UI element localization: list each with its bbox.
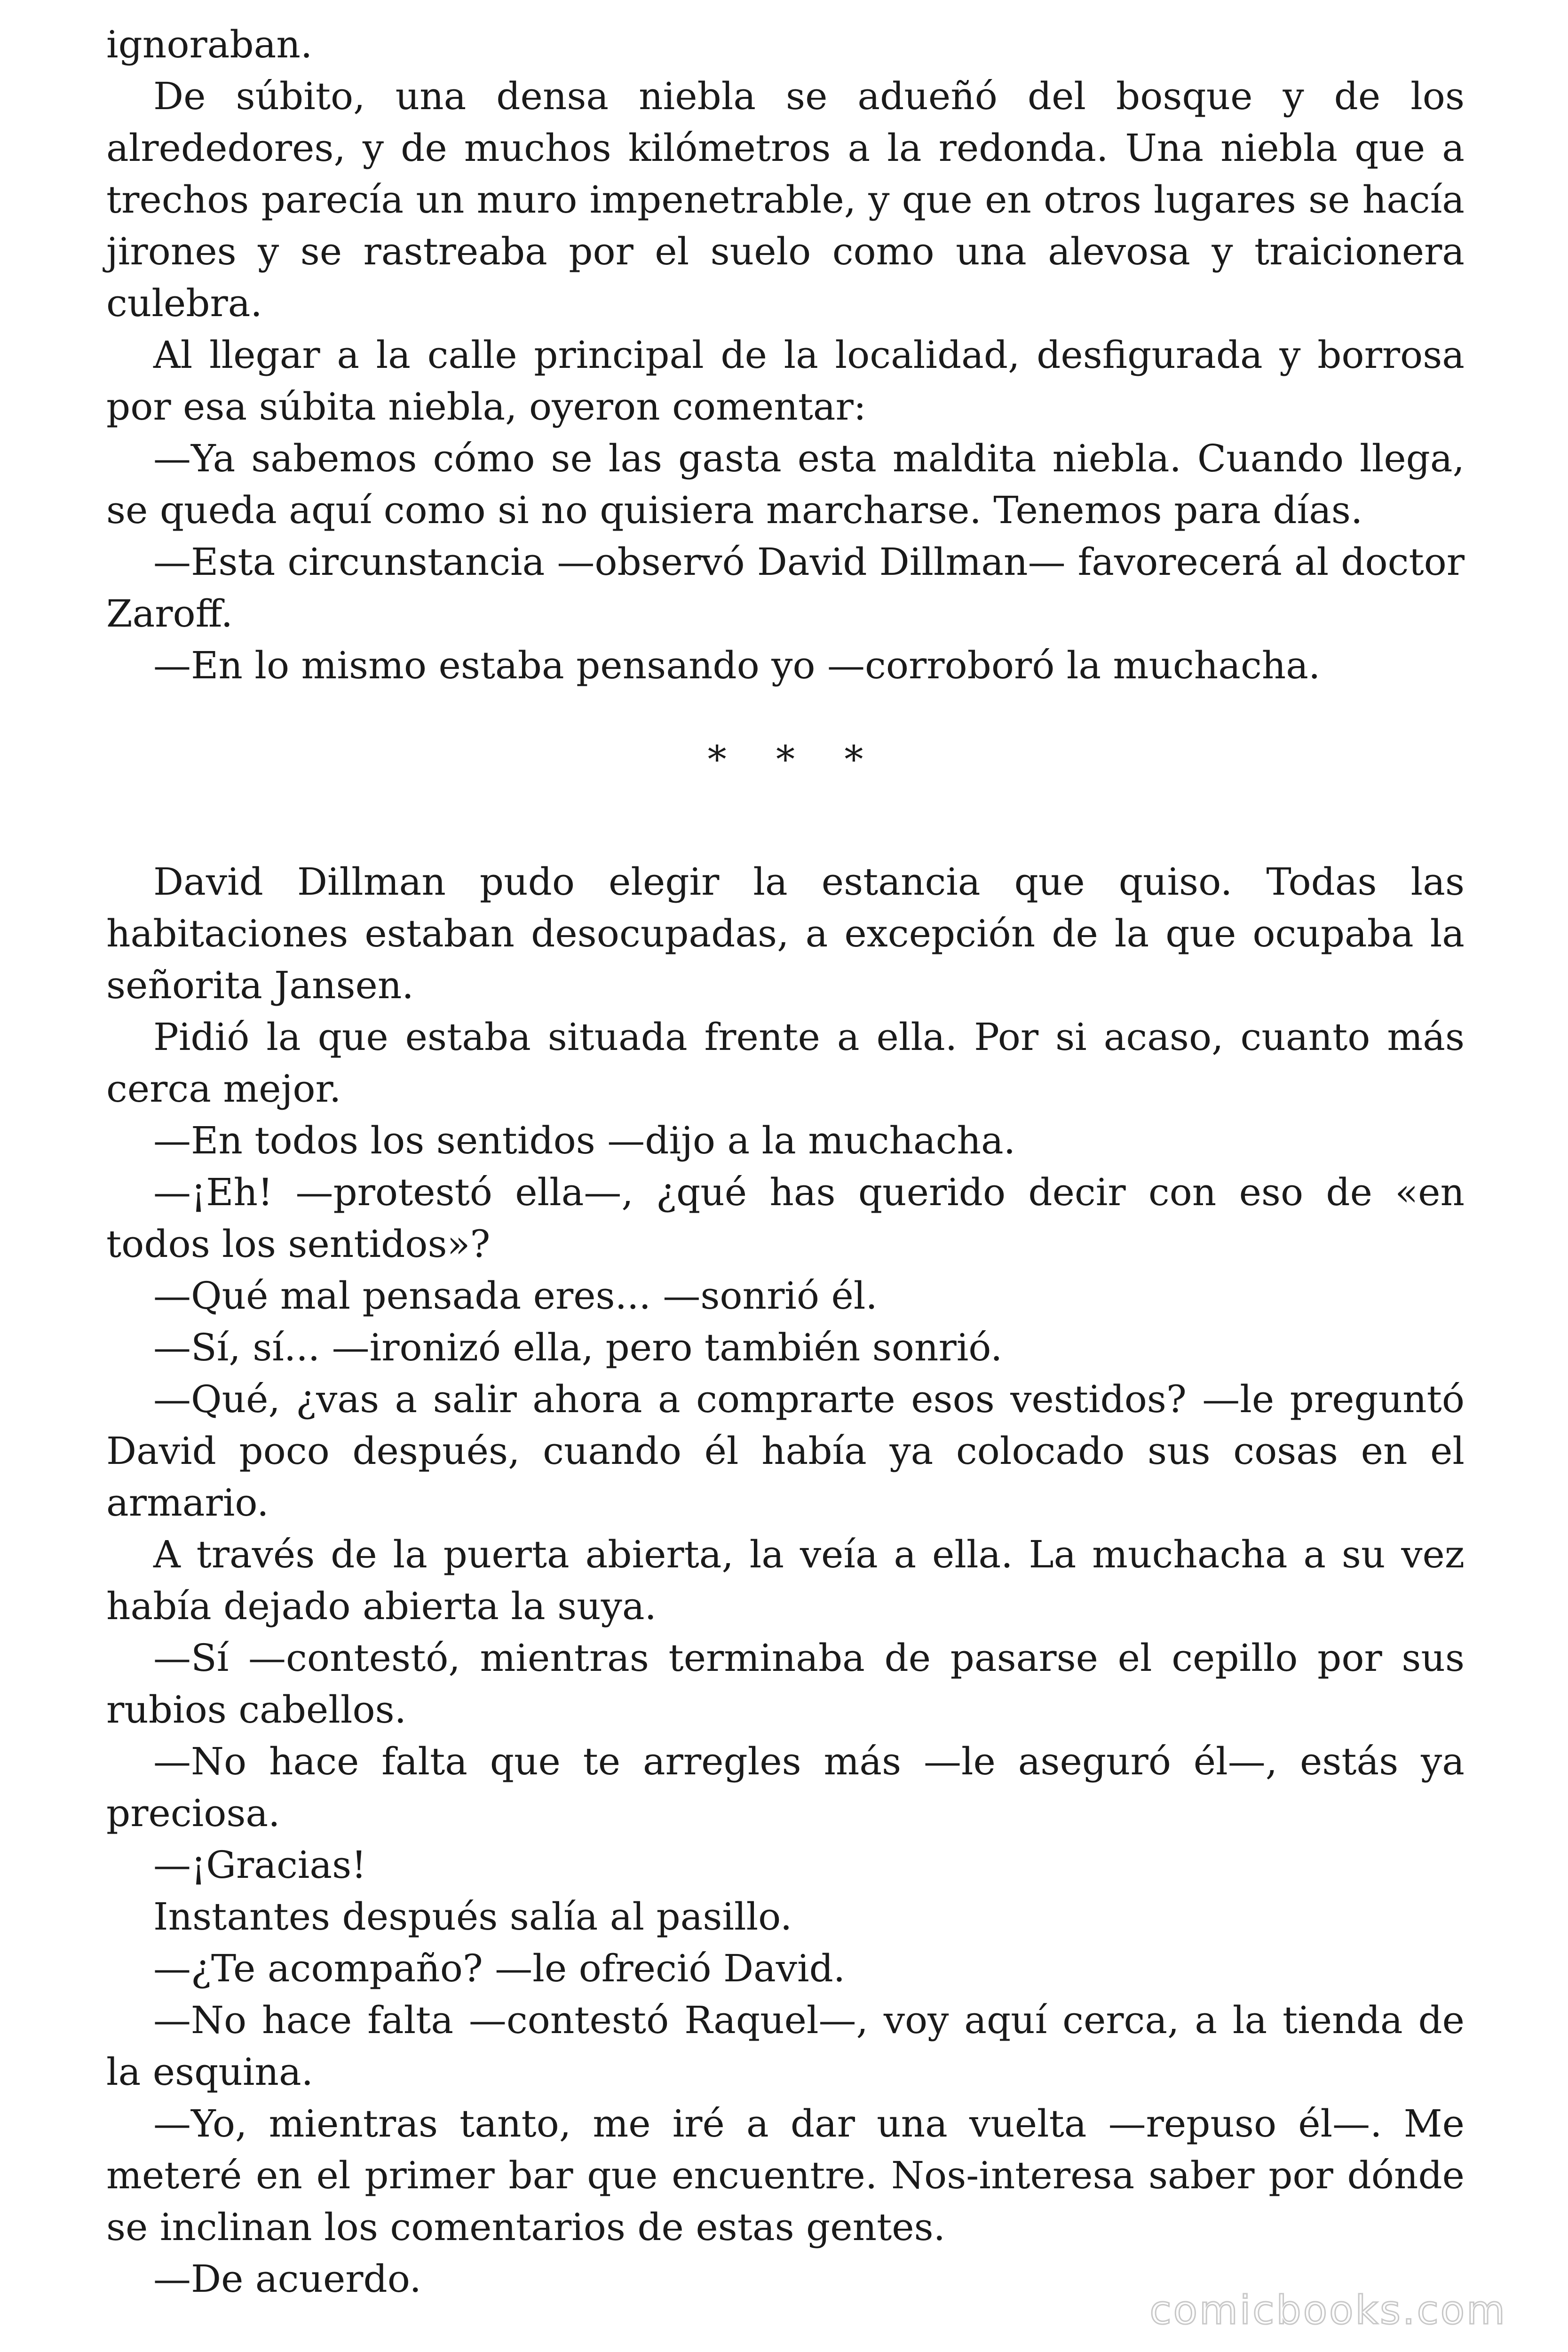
book-page — [106, 19, 1465, 2305]
paragraph: Al llegar a la calle principal de la localidad, desfigurada y borrosa por esa súbita niebla, oyeron comentar: — [106, 333, 1465, 429]
paragraph: De súbito, una densa niebla se adueñó del bosque y de los alrededores, y de muchos kilómetros a la redonda. Una niebla que a trechos parecía un muro impenetrable, y que en otros lugares se hacía jirones y se rastreaba por el suelo como una alevosa y traicionera culebra. — [106, 74, 1465, 325]
paragraph: —En lo mismo estaba pensando yo —corroboró la muchacha. — [153, 644, 1321, 687]
paragraph: ignoraban. — [106, 23, 313, 66]
paragraph: Instantes después salía al pasillo. — [153, 1895, 792, 1939]
section-break: * * * — [707, 738, 882, 781]
text-block-before-break — [106, 19, 1465, 691]
paragraph: —No hace falta —contestó Raquel—, voy aquí cerca, a la tienda de la esquina. — [106, 1998, 1465, 2094]
paragraph: —¿Te acompaño? —le ofreció David. — [153, 1947, 846, 1990]
paragraph: —Esta circunstancia —observó David Dillman— favorecerá al doctor Zaroff. — [106, 540, 1465, 636]
paragraph: —¡Gracias! — [153, 1843, 367, 1887]
paragraph: —En todos los sentidos —dijo a la muchacha. — [153, 1119, 1016, 1162]
paragraph: —Qué, ¿vas a salir ahora a comprarte esos vestidos? —le preguntó David poco después, cuando él había ya colocado sus cosas en el armario. — [106, 1377, 1465, 1525]
paragraph: A través de la puerta abierta, la veía a ella. La muchacha a su vez había dejado abierta la suya. — [106, 1533, 1465, 1628]
paragraph: —De acuerdo. — [153, 2257, 421, 2301]
paragraph: —Sí, sí... —ironizó ella, pero también sonrió. — [153, 1326, 1003, 1369]
watermark: comicbooks.com — [1149, 2287, 1507, 2333]
paragraph: —¡Eh! —protestó ella—, ¿qué has querido decir con eso de «en todos los sentidos»? — [106, 1170, 1465, 1266]
paragraph: David Dillman pudo elegir la estancia que quiso. Todas las habitaciones estaban desocupadas, a excepción de la que ocupaba la señorita Jansen. — [106, 860, 1465, 1007]
text-block-after-break — [106, 856, 1465, 2305]
paragraph: —Sí —contestó, mientras terminaba de pasarse el cepillo por sus rubios cabellos. — [106, 1636, 1465, 1732]
paragraph: —Yo, mientras tanto, me iré a dar una vuelta —repuso él—. Me meteré en el primer bar que encuentre. Nos-interesa saber por dónde se inclinan los comentarios de estas gentes. — [106, 2102, 1465, 2249]
paragraph: Pidió la que estaba situada frente a ella. Por si acaso, cuanto más cerca mejor. — [106, 1015, 1465, 1111]
paragraph: —Ya sabemos cómo se las gasta esta maldita niebla. Cuando llega, se queda aquí como si no quisiera marcharse. Tenemos para días. — [106, 437, 1465, 532]
paragraph: —No hace falta que te arregles más —le aseguró él—, estás ya preciosa. — [106, 1740, 1465, 1835]
paragraph: —Qué mal pensada eres... —sonrió él. — [153, 1274, 878, 1318]
